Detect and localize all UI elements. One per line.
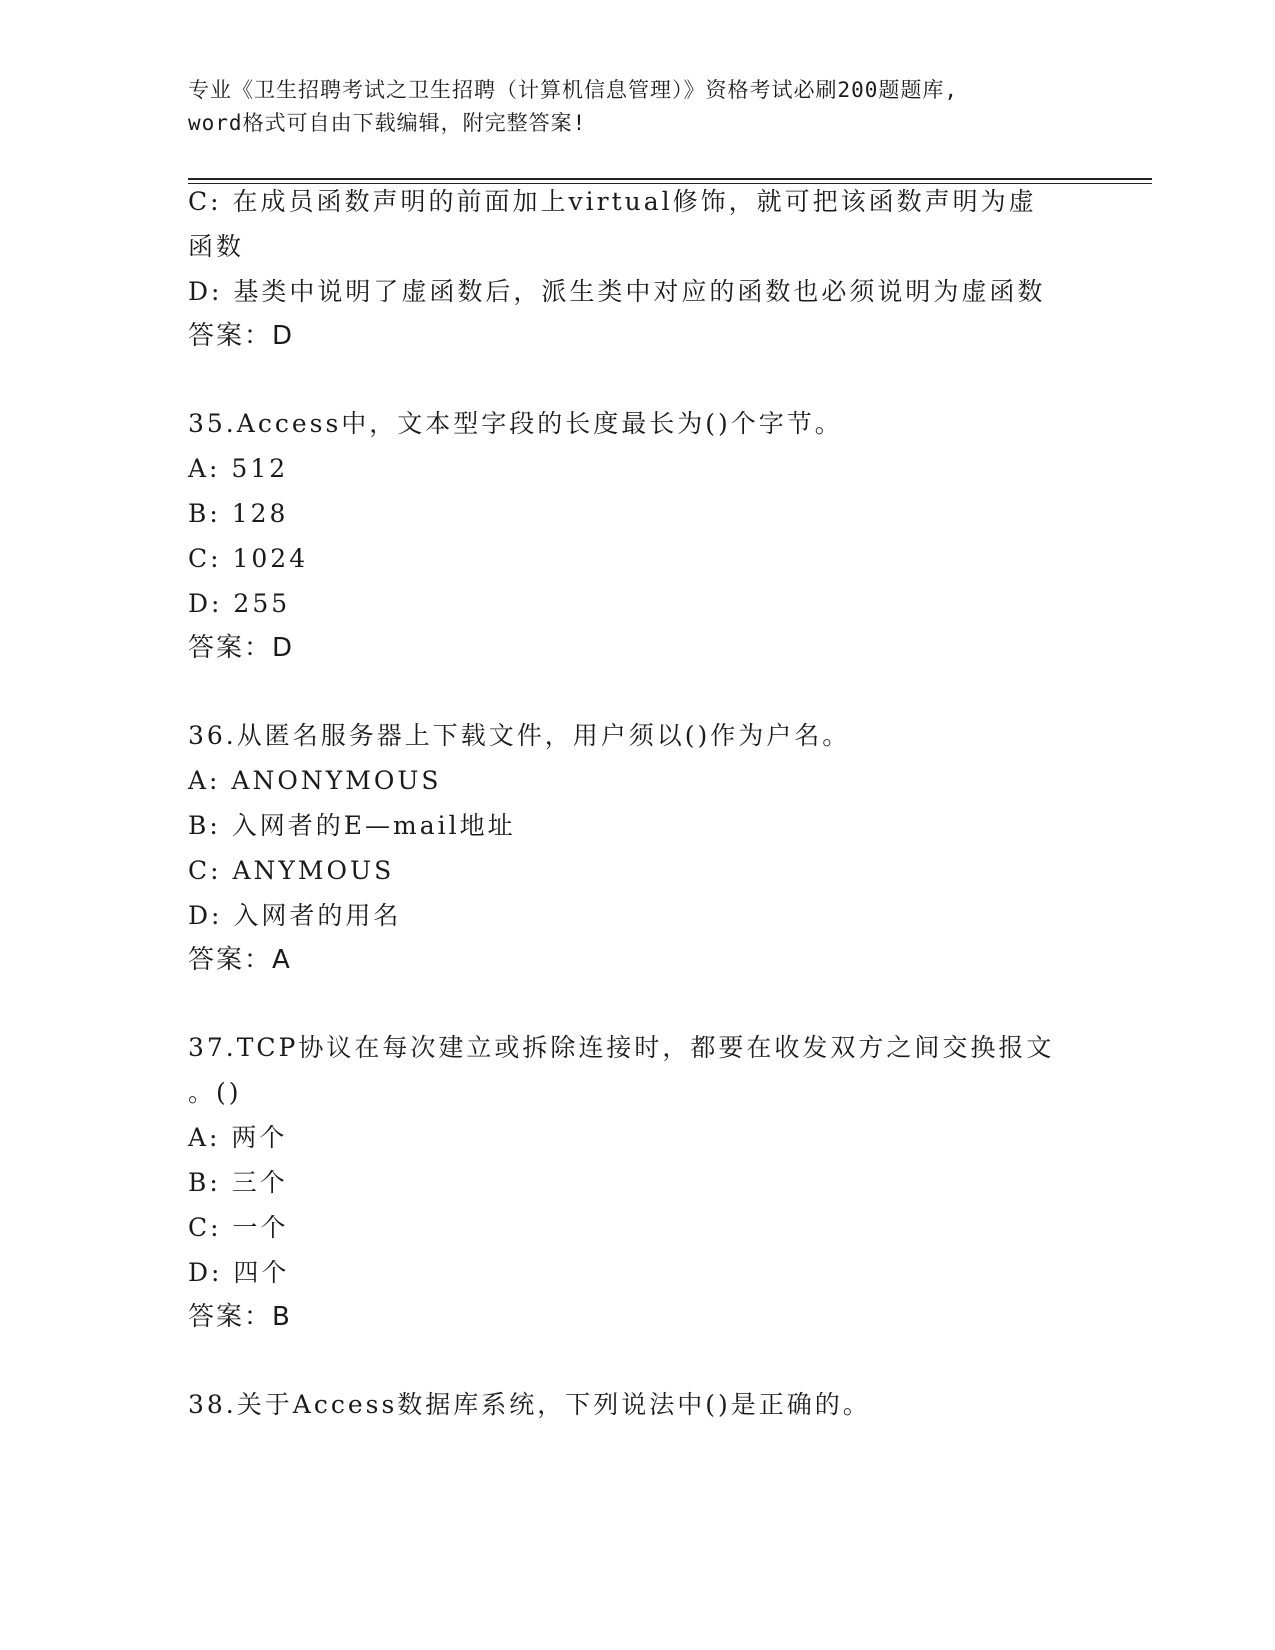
option-c-continued: 函数: [188, 232, 245, 261]
option-b: B: 三个: [188, 1168, 288, 1197]
question-stem-continued: 。(): [188, 1078, 242, 1107]
answer-line: 答案：D: [188, 321, 295, 351]
header-title-line-1: 专业《卫生招聘考试之卫生招聘（计算机信息管理）》资格考试必刷200题题库,: [188, 78, 959, 102]
option-c: C: 在成员函数声明的前面加上virtual修饰，就可把该函数声明为虚: [188, 187, 1037, 216]
option-b: B: 128: [188, 499, 289, 528]
header-title-line-2: word格式可自由下载编辑，附完整答案!: [188, 111, 587, 135]
option-c: C: 1024: [188, 544, 309, 573]
option-c: C: 一个: [188, 1213, 289, 1242]
option-a: A: 512: [188, 454, 289, 483]
question-list: [188, 179, 1088, 1427]
question-gap: [188, 359, 1088, 401]
question-block-35: [188, 401, 1088, 671]
question-stem: 36.从匿名服务器上下载文件，用户须以()作为户名。: [188, 721, 851, 750]
question-stem: 38.关于Access数据库系统，下列说法中()是正确的。: [188, 1390, 871, 1419]
question-block-34: [188, 179, 1088, 359]
question-block-37: [188, 1025, 1088, 1340]
question-block-36: [188, 713, 1088, 983]
option-d: D: 255: [188, 589, 291, 618]
question-block-38: [188, 1382, 1088, 1427]
answer-line: 答案：D: [188, 633, 295, 663]
question-stem: 37.TCP协议在每次建立或拆除连接时，都要在收发双方之间交换报文: [188, 1033, 1055, 1062]
question-stem: 35.Access中，文本型字段的长度最长为()个字节。: [188, 409, 843, 438]
option-c: C: ANYMOUS: [188, 856, 395, 885]
question-gap: [188, 1340, 1088, 1382]
option-a: A: ANONYMOUS: [188, 766, 442, 795]
option-d: D: 基类中说明了虚函数后，派生类中对应的函数也必须说明为虚函数: [188, 277, 1046, 306]
question-gap: [188, 983, 1088, 1025]
option-b: B: 入网者的E—mail地址: [188, 811, 516, 840]
document-header: [188, 74, 1068, 140]
option-d: D: 入网者的用名: [188, 901, 402, 930]
answer-line: 答案：B: [188, 1302, 292, 1332]
answer-line: 答案：A: [188, 945, 292, 975]
option-d: D: 四个: [188, 1258, 290, 1287]
option-a: A: 两个: [188, 1123, 288, 1152]
question-gap: [188, 671, 1088, 713]
